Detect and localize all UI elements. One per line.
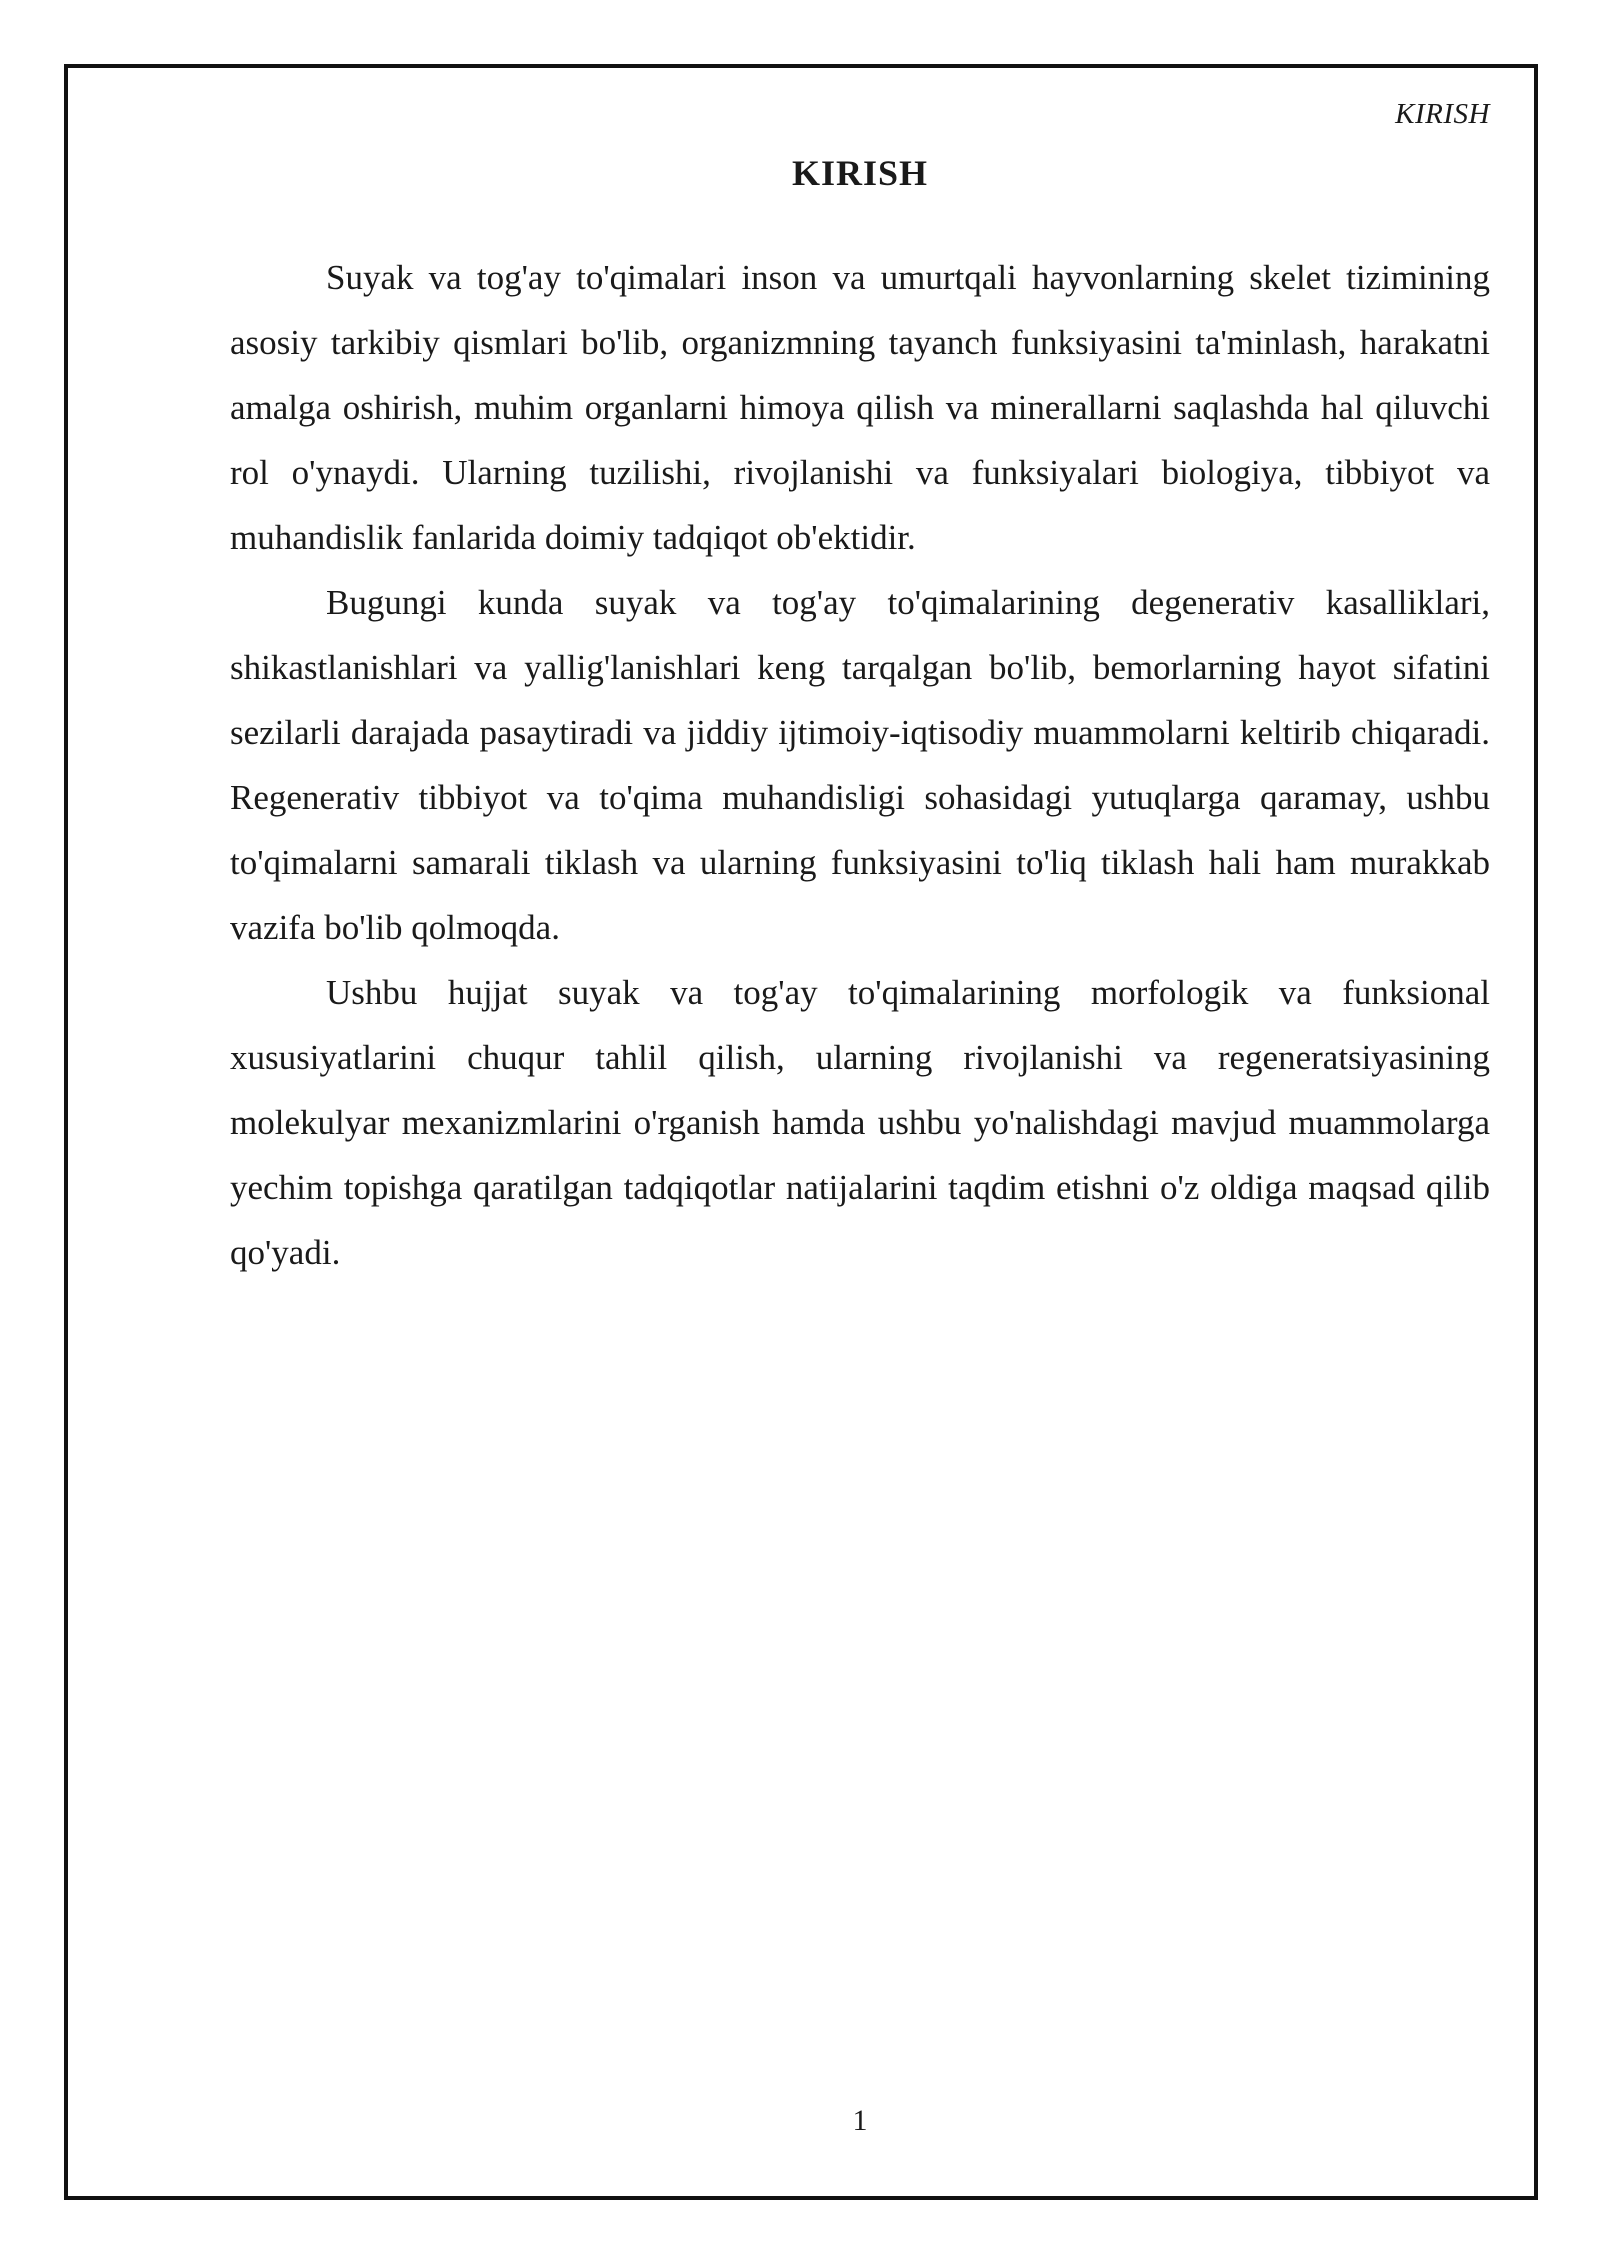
running-header: KIRISH xyxy=(1395,98,1490,130)
document-title: KIRISH xyxy=(791,153,929,193)
paragraph-2: Bugungi kunda suyak va tog'ay to'qimalarining degenerativ kasalliklari, shikastlanishlari va yallig'lanishlari keng tarqalgan bo'lib, bemorlarning hayot sifatini sezilarli darajada pasaytiradi va jiddiy ijtimoiy-iqtisodiy muammolarni keltirib chiqaradi. Regenerativ tibbiyot va to'qima muhandisligi sohasidagi yutuqlarga qaramay, ushbu to'qimalarni samarali tiklash va ularning funksiyasini to'liq tiklash hali ham murakkab vazifa bo'lib qolmoqda. xyxy=(230,583,1490,947)
paragraph-3: Ushbu hujjat suyak va tog'ay to'qimalarining morfologik va funksional xususiyatlarini chuqur tahlil qilish, ularning rivojlanishi va regeneratsiyasining molekulyar mexanizmlarini o'rganish hamda ushbu yo'nalishdagi mavjud muammolarga yechim topishga qaratilgan tadqiqotlar natijalarini taqdim etishni o'z oldiga maqsad qilib qo'yadi. xyxy=(230,973,1490,1272)
paragraph-1: Suyak va tog'ay to'qimalari inson va umurtqali hayvonlarning skelet tizimining asosiy tarkibiy qismlari bo'lib, organizmning tayanch funksiyasini ta'minlash, harakatni amalga oshirish, muhim organlarni himoya qilish va minerallarni saqlashda hal qiluvchi rol o'ynaydi. Ularning tuzilishi, rivojlanishi va funksiyalari biologiya, tibbiyot va muhandislik fanlarida doimiy tadqiqot ob'ektidir. xyxy=(230,258,1490,557)
document-body xyxy=(230,245,1490,1285)
page-number: 1 xyxy=(852,2104,868,2137)
